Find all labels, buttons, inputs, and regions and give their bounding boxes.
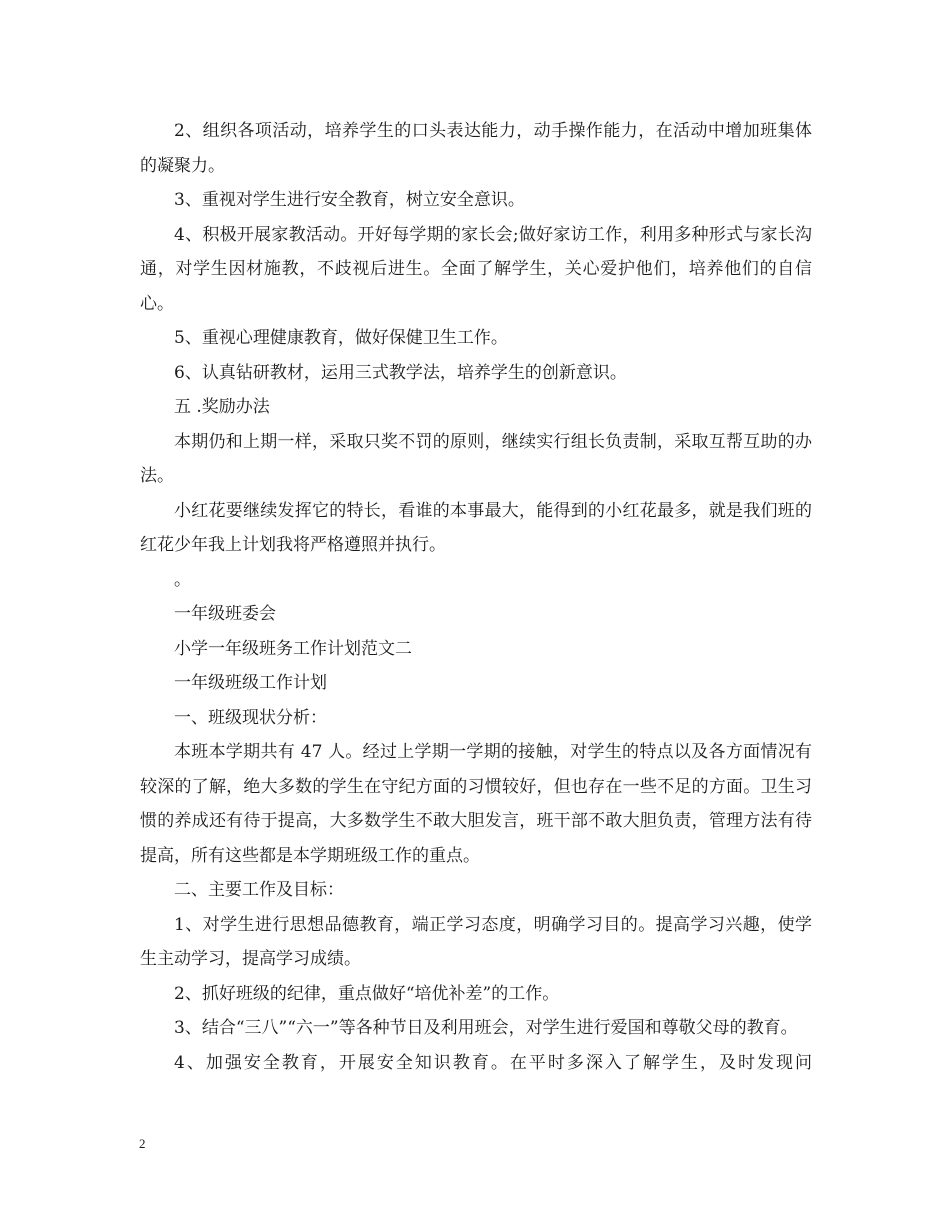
- page-number: 2: [139, 1136, 146, 1151]
- paragraph: 3、结合“三八”“六一”等各种节日及利用班会，对学生进行爱国和尊敬父母的教育。: [174, 1018, 798, 1038]
- paragraph: 4、积极开展家教活动。开好每学期的家长会;做好家访工作，利用多种形式与家长沟通，对学生因材施教，不歧视后进生。全面了解学生，关心爱护他们，培养他们的自信心。: [140, 224, 812, 314]
- document-title: 小学一年级班务工作计划范文二: [174, 638, 412, 659]
- paragraph: 2、抓好班级的纪律，重点做好“培优补差”的工作。: [174, 983, 560, 1004]
- paragraph: 本期仍和上期一样，采取只奖不罚的原则，继续实行组长负责制，采取互帮互助的办法。: [140, 431, 812, 486]
- paragraph: 6、认真钻研教材，运用三式教学法，培养学生的创新意识。: [174, 362, 627, 383]
- paragraph: 。: [174, 569, 191, 590]
- signature-line: 一年级班委会: [174, 604, 276, 624]
- document-subtitle: 一年级班级工作计划: [174, 673, 327, 693]
- section-heading: 五 .奖励办法: [174, 397, 270, 417]
- paragraph: 小红花要继续发挥它的特长，看谁的本事最大，能得到的小红花最多，就是我们班的红花少年我上计划我将严格遵照并执行。: [140, 500, 812, 555]
- paragraph: 5、重视心理健康教育，做好保健卫生工作。: [174, 328, 508, 348]
- paragraph: 2、组织各项活动，培养学生的口头表达能力，动手操作能力，在活动中增加班集体的凝聚力。: [140, 121, 812, 176]
- paragraph: 本班本学期共有 47 人。经过上学期一学期的接触，对学生的特点以及各方面情况有较深的了解，绝大多数的学生在守纪方面的习惯较好，但也存在一些不足的方面。卫生习惯的养成还有待于提高，大多数学生不敢大胆发言，班干部不敢大胆负责，管理方法有待提高，所有这些都是本学期班级工作的重点。: [140, 742, 812, 866]
- paragraph: 3、重视对学生进行安全教育，树立安全意识。: [174, 190, 525, 210]
- paragraph: 1、对学生进行思想品德教育，端正学习态度，明确学习目的。提高学习兴趣，使学生主动学习，提高学习成绩。: [140, 914, 812, 969]
- paragraph: 4、加强安全教育，开展安全知识教育。在平时多深入了解学生，及时发现问: [174, 1052, 812, 1073]
- document-body: [140, 114, 812, 1080]
- section-heading: 一、班级现状分析：: [174, 707, 327, 728]
- section-heading: 二、主要工作及目标：: [174, 880, 344, 900]
